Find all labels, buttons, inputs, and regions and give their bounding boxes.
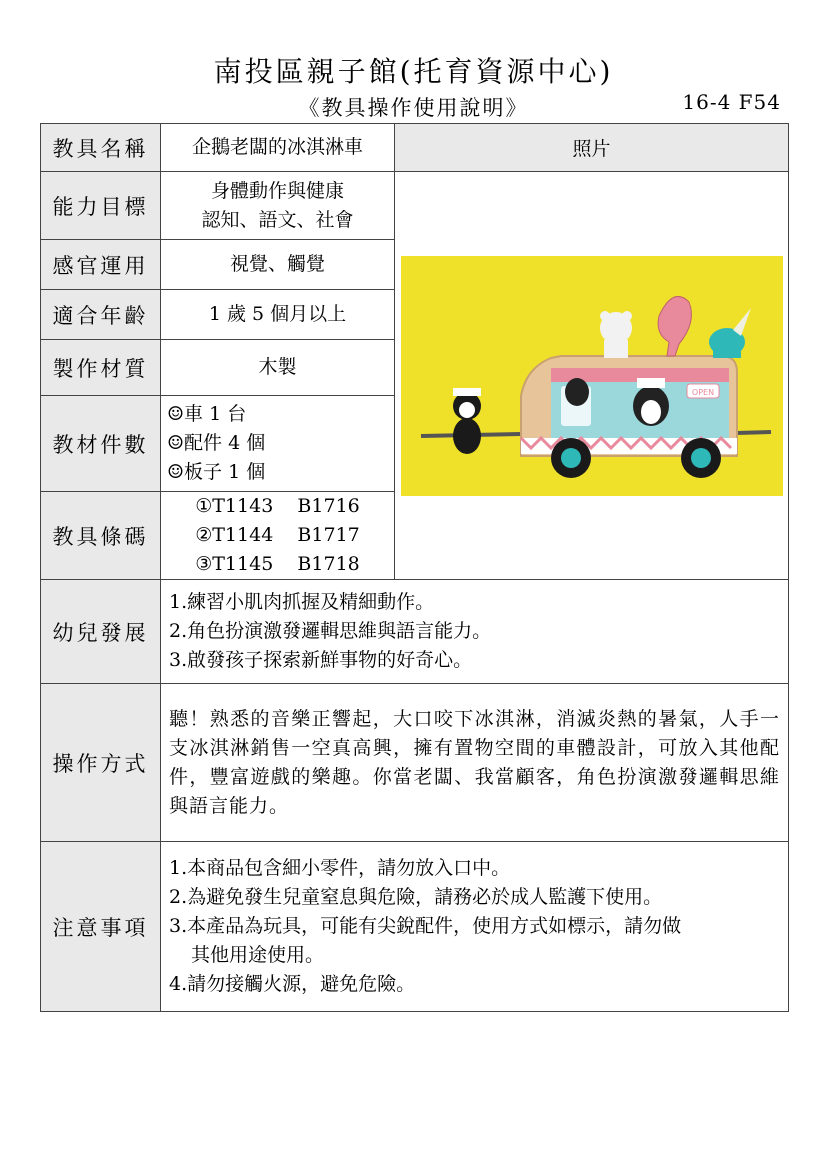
photo-cell [395,172,789,580]
product-photo [401,256,783,496]
ability-label: 能力目標 [41,172,161,240]
ability-value [161,172,395,240]
parts-item: ☺板子 1 個 [167,461,266,483]
notes-item: 其他用途使用。 [191,944,325,966]
development-value [161,580,789,684]
operation-value [161,684,789,842]
development-label: 幼兒發展 [41,580,161,684]
name-value: 企鵝老闆的冰淇淋車 [161,124,395,172]
notes-label: 注意事項 [41,842,161,1012]
development-item: 1.練習小肌肉抓握及精細動作。 [169,591,435,613]
page-subtitle: 《教具操作使用說明》 [298,96,529,120]
notes-item: 2.為避免發生兒童窒息與危險，請務必於成人監護下使用。 [169,886,663,908]
notes-value [161,842,789,1012]
parts-item: ☺車 1 台 [167,403,247,425]
barcode-value [161,492,395,580]
operation-text: 聽！熟悉的音樂正響起，大口咬下冰淇淋，消滅炎熱的暑氣，人手一支冰淇淋銷售一空真高興，擁有置物空間的車體設計，可放入其他配件，豐富遊戲的樂趣。你當老闆、我當顧客，角色扮演激發邏輯思維與語言能力。 [169,707,780,817]
senses-label: 感官運用 [41,240,161,290]
parts-value [161,396,395,492]
notes-item: 3.本產品為玩具，可能有尖銳配件，使用方式如標示，請勿做 [169,915,682,937]
age-label: 適合年齡 [41,290,161,340]
age-value: 1 歲 5 個月以上 [161,290,395,340]
barcode-item: ①T1143 B1716 [195,495,360,517]
barcode-label: 教具條碼 [41,492,161,580]
page-title: 南投區親子館(托育資源中心) [213,55,614,88]
operation-label: 操作方式 [41,684,161,842]
material-value: 木製 [161,340,395,396]
barcode-item: ③T1145 B1718 [195,553,360,575]
ice-cream-truck-illustration [401,256,783,496]
material-label: 製作材質 [41,340,161,396]
notes-item: 4.請勿接觸火源，避免危險。 [169,973,416,995]
parts-label: 教材件數 [41,396,161,492]
open-sign: OPEN [691,387,714,397]
development-item: 2.角色扮演激發邏輯思維與語言能力。 [169,620,492,642]
ability-line-1: 身體動作與健康 [210,179,344,202]
senses-value: 視覺、觸覺 [161,240,395,290]
name-label: 教具名稱 [41,124,161,172]
photo-label: 照片 [395,124,789,172]
barcode-item: ②T1144 B1717 [195,524,360,546]
development-item: 3.啟發孩子探索新鮮事物的好奇心。 [169,649,473,671]
document-code: 16-4 F54 [682,90,781,114]
ability-line-2: 認知、語文、社會 [201,208,354,231]
instruction-table [40,123,789,1012]
parts-item: ☺配件 4 個 [167,432,266,454]
notes-item: 1.本商品包含細小零件，請勿放入口中。 [169,857,511,879]
